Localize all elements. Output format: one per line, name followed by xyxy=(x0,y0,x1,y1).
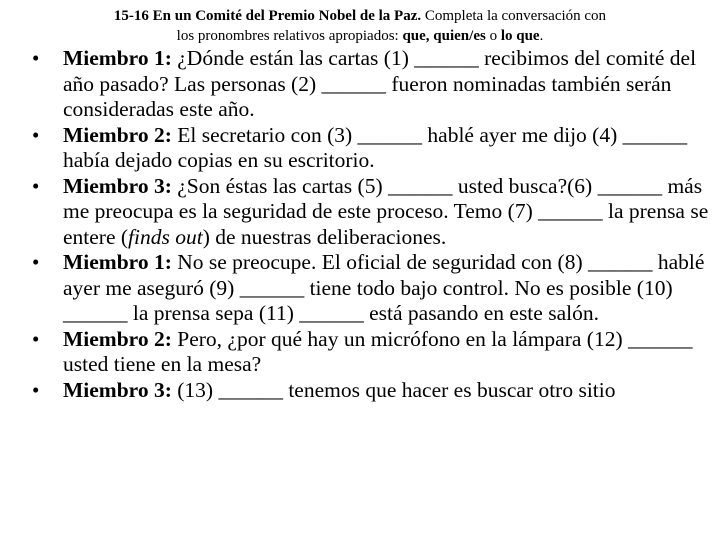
bullet-icon: • xyxy=(32,250,40,274)
line-text: Pero, ¿por qué hay un micrófono en la lámpara (12) ______ usted tiene en la mesa? xyxy=(63,326,693,376)
speaker-label: Miembro 2: xyxy=(63,326,172,351)
line-text: El secretario con (3) ______ hablé ayer me dijo (4) ______ había dejado copias en su escritorio. xyxy=(63,122,688,172)
instruction-text-2: los pronombres relativos apropiados: xyxy=(176,28,403,44)
line-text: ¿Son éstas las cartas (5) ______ usted busca?(6) ______ más me preocupa es la seguridad de este proceso. Temo (7) ______ la prensa se entere ( xyxy=(63,173,709,249)
conversation-item-6 xyxy=(0,378,720,404)
instruction-text: Completa la conversación con xyxy=(421,8,607,24)
conversation-item-2 xyxy=(0,123,720,174)
speaker-label: Miembro 3: xyxy=(63,377,172,402)
line-text: (13) ______ tenemos que hacer es buscar otro sitio xyxy=(171,377,616,402)
instruction-end: . xyxy=(539,28,544,44)
speaker-label: Miembro 1: xyxy=(63,250,172,274)
bullet-icon: • xyxy=(32,46,40,70)
header-line-2 xyxy=(0,26,720,46)
bullet-icon: • xyxy=(32,326,40,351)
exercise-title: 15-16 En un Comité del Premio Nobel de la Paz. xyxy=(113,8,422,24)
bullet-icon: • xyxy=(32,377,40,402)
options-separator: o xyxy=(485,28,501,44)
pronoun-options: que, quien/es xyxy=(402,28,486,44)
gloss-text: finds out xyxy=(128,224,203,249)
conversation-item-3 xyxy=(0,174,720,251)
bullet-icon: • xyxy=(32,173,40,198)
pronoun-option-last: lo que xyxy=(500,28,540,44)
bullet-icon: • xyxy=(32,122,40,147)
speaker-label: Miembro 1: xyxy=(63,46,172,70)
conversation-list xyxy=(0,46,720,403)
conversation-item-4 xyxy=(0,250,720,327)
line-text: No se preocupe. El oficial de seguridad con (8) ______ hablé ayer me aseguró (9) ______ tiene todo bajo control. No es posible (10) ______ la prensa sepa (11) ______ está pasando en este salón. xyxy=(63,250,705,325)
exercise-header xyxy=(0,6,720,46)
speaker-label: Miembro 2: xyxy=(63,122,172,147)
speaker-label: Miembro 3: xyxy=(63,173,172,198)
conversation-item-5 xyxy=(0,327,720,378)
conversation-item-1 xyxy=(0,46,720,123)
header-line-1 xyxy=(0,6,720,26)
line-text-end: ) de nuestras deliberaciones. xyxy=(202,224,447,249)
line-text: ¿Dónde están las cartas (1) ______ recibimos del comité del año pasado? Las personas (2) ______ fueron nominadas también serán consideradas este año. xyxy=(63,46,697,121)
